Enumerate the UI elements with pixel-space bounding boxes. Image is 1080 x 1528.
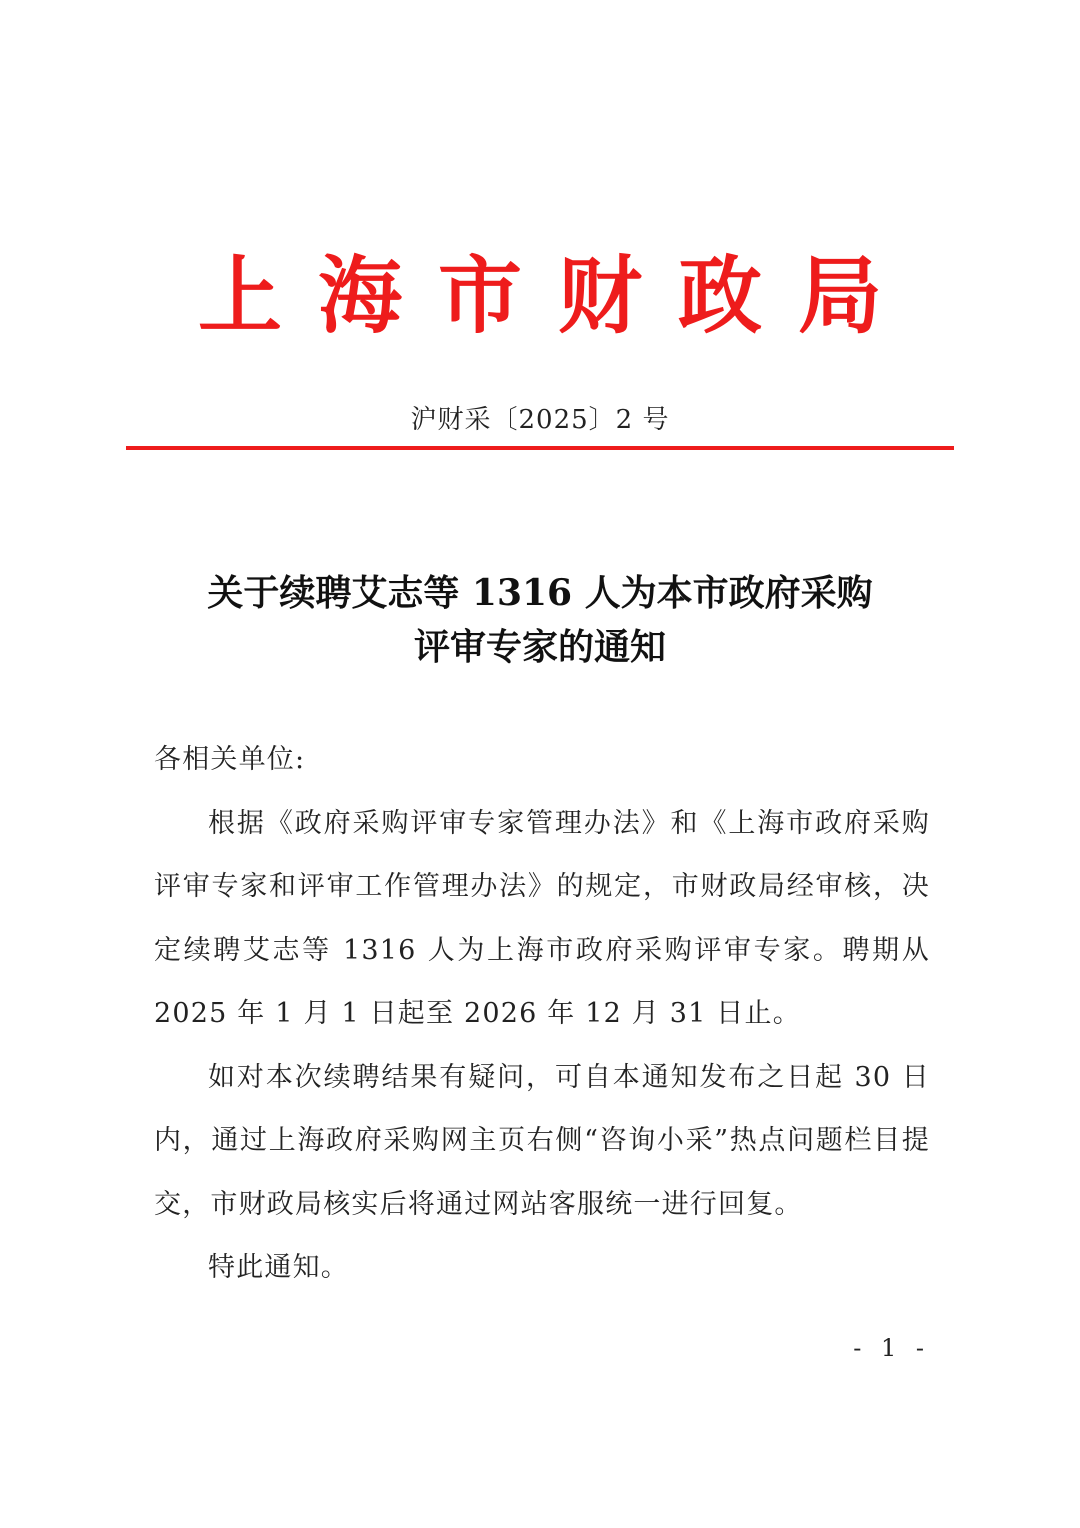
salutation: 各相关单位:	[154, 744, 306, 775]
document-body	[154, 728, 930, 1300]
document-number: 沪财采〔2025〕2 号	[410, 405, 670, 435]
paragraph-2: 如对本次续聘结果有疑问，可自本通知发布之日起 30 日内，通过上海政府采购网主页右侧“咨询小采”热点问题栏目提交，市财政局核实后将通过网站客服统一进行回复。	[154, 1061, 930, 1220]
document-title	[0, 566, 1080, 674]
red-divider-line	[126, 446, 954, 450]
page-number: - 1 -	[853, 1334, 930, 1362]
paragraph-1: 根据《政府采购评审专家管理办法》和《上海市政府采购评审专家和评审工作管理办法》的规定，市财政局经审核，决定续聘艾志等 1316 人为上海市政府采购评审专家。聘期从 2025 年 1 月 1 日起至 2026 年 12 月 31 日止。	[154, 807, 930, 1029]
title-line-2: 评审专家的通知	[413, 626, 666, 668]
issuer-masthead: 上海市财政局	[197, 246, 918, 345]
title-line-1: 关于续聘艾志等 1316 人为本市政府采购	[207, 572, 873, 614]
closing-remark: 特此通知。	[208, 1252, 349, 1283]
